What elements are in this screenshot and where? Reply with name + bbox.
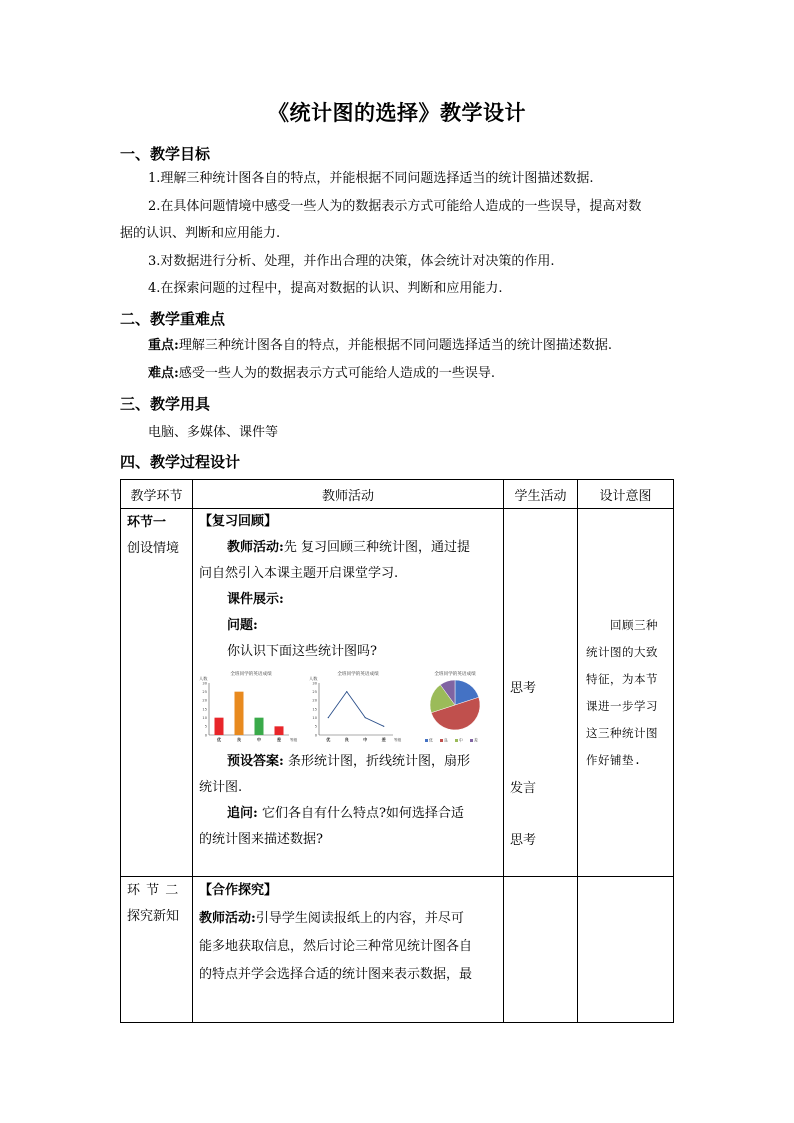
teacher-activity-label: 教师活动: [199,911,256,926]
teacher-activity-cont: 能多地获取信息，然后讨论三种常见统计图各自 [199,939,473,954]
chart-title: 全班同学的英语成绩 [434,672,476,677]
table-row [121,509,674,877]
y-tick-label: 25 [202,690,207,695]
legend-label: 中 [459,737,463,743]
teacher-activity-cell [193,877,504,1023]
y-tick-label: 30 [202,681,207,686]
table-row [121,877,674,1023]
goal-item-2: 2.在具体问题情境中感受一些人为的数据表示方式可能给人造成的一些误导，提高对数 [148,199,642,214]
question-text: 你认识下面这些统计图吗? [227,644,377,659]
teacher-activity-text: 先 复习回顾三种统计图，通过提 [283,540,470,555]
review-title: 【复习回顾】 [199,514,278,529]
section-heading-goals: 一、教学目标 [120,145,211,163]
follow-up [199,801,497,827]
stage-name: 环节一 [127,515,167,530]
design-intent-text: 回顾三种统计图的大致特征，为本节课进一步学习这三种统计图作好铺垫. [586,617,658,767]
teacher-activity-cont: 问自然引入本课主题开启课堂学习. [199,566,399,581]
stage-cell [121,877,193,1023]
y-tick-label: 15 [202,707,207,712]
difficult-point [120,360,680,387]
chart-title: 全班同学的英语成绩 [230,672,272,677]
y-tick-label: 15 [312,707,317,712]
legend-swatch [440,739,443,742]
section-heading-key: 二、教学重难点 [120,310,226,328]
table-header-row [121,480,674,509]
x-tick-label: 差 [381,737,386,742]
process-table [120,479,674,1023]
preset-answer-label: 预设答案: [227,754,284,769]
section-heading-tools: 三、教学用具 [120,395,211,413]
header-intent: 设计意图 [578,480,674,509]
explore-title: 【合作探究】 [199,883,278,898]
data-point [365,717,366,718]
difficult-point-label: 难点: [148,366,179,381]
y-tick-label: 30 [312,681,317,686]
student-activity-3: 思考 [510,833,537,848]
key-point-text: 理解三种统计图各自的特点，并能根据不同问题选择适当的统计图描述数据. [178,338,612,353]
student-activity-2: 发言 [510,781,537,796]
y-tick-label: 10 [202,716,207,721]
question-label: 问题: [227,618,258,633]
header-student: 学生活动 [504,480,578,509]
y-tick-label: 20 [312,698,317,703]
pie-chart [411,669,499,747]
x-tick-label: 良 [236,737,242,742]
design-intent-cell [578,877,674,1023]
preset-answer-text: 条形统计图，折线统计图，扇形 [287,754,470,769]
x-tick-label: 优 [326,737,331,742]
section-heading-process: 四、教学过程设计 [120,453,241,471]
y-axis-label: 人数 [199,676,208,681]
data-point [383,726,384,727]
y-tick-label: 10 [312,716,317,721]
chart-row [193,665,503,749]
teacher-activity [199,905,497,933]
x-axis-label: 等级 [394,738,402,742]
follow-up-cont: 的统计图来描述数据? [199,832,323,847]
follow-up-label: 追问: [227,806,258,821]
chart-title: 全班同学的英语成绩 [337,672,379,677]
follow-up-text: 它们各自有什么特点?如何选择合适 [261,806,464,821]
legend-label: 良 [444,737,448,743]
stage-name: 环 节 二 [127,883,180,898]
y-tick-label: 0 [314,733,317,738]
header-stage: 教学环节 [121,480,193,509]
x-tick-label: 差 [276,737,282,742]
teacher-activity-text: 引导学生阅读报纸上的内容，并尽可 [255,911,464,926]
y-axis-label: 人数 [309,676,318,681]
line-chart [307,669,405,747]
goal-item-3: 3.对数据进行分析、处理，并作出合理的决策，体会统计对决策的作用. [148,254,555,269]
key-point [120,332,680,359]
data-point [346,691,347,692]
bar [235,692,244,735]
tools-text: 电脑、多媒体、课件等 [148,425,279,440]
stage-cell [121,509,193,877]
x-tick-label: 良 [344,737,349,742]
y-tick-label: 5 [314,724,317,729]
preset-answer-cont: 统计图. [199,780,243,795]
y-tick-label: 5 [204,724,207,729]
bar [275,726,284,735]
goal-item-1: 1.理解三种统计图各自的特点，并能根据不同问题选择适当的统计图描述数据. [148,171,594,186]
teacher-activity-cell [193,509,504,877]
y-tick-label: 20 [202,698,207,703]
bar [255,718,264,735]
student-activity-1: 思考 [510,681,537,696]
difficult-point-text: 感受一些人为的数据表示方式可能给人造成的一些误导. [178,366,495,381]
goal-item-4: 4.在探索问题的过程中，提高对数据的认识、判断和应用能力. [148,281,503,296]
key-point-label: 重点: [148,338,179,353]
teacher-activity-label: 教师活动: [227,540,284,555]
y-tick-label: 25 [312,690,317,695]
legend-swatch [470,739,473,742]
x-tick-label: 中 [256,737,262,742]
bar-chart [197,669,301,747]
teacher-activity [199,535,497,561]
student-activity-cell [504,509,578,877]
design-intent-cell [578,509,674,877]
courseware-label: 课件展示: [227,592,284,607]
bar [215,718,224,735]
teacher-activity-cont: 的特点并学会选择合适的统计图来表示数据，最 [199,967,473,982]
legend-swatch [455,739,458,742]
stage-subtitle: 探究新知 [127,909,180,924]
legend-swatch [425,739,428,742]
x-axis-label: 等级 [290,738,298,742]
header-teacher: 教师活动 [193,480,504,509]
student-activity-cell [504,877,578,1023]
legend-label: 差 [474,737,478,743]
series-line [328,692,384,727]
data-point [328,717,329,718]
legend-label: 优 [429,737,433,743]
preset-answer [199,749,497,775]
stage-subtitle: 创设情境 [127,541,180,556]
y-tick-label: 0 [204,733,207,738]
x-tick-label: 中 [363,737,368,742]
x-tick-label: 优 [216,737,222,742]
page-title: 《统计图的选择》教学设计 [268,100,526,125]
goal-item-2-cont: 据的认识、判断和应用能力. [120,226,281,241]
